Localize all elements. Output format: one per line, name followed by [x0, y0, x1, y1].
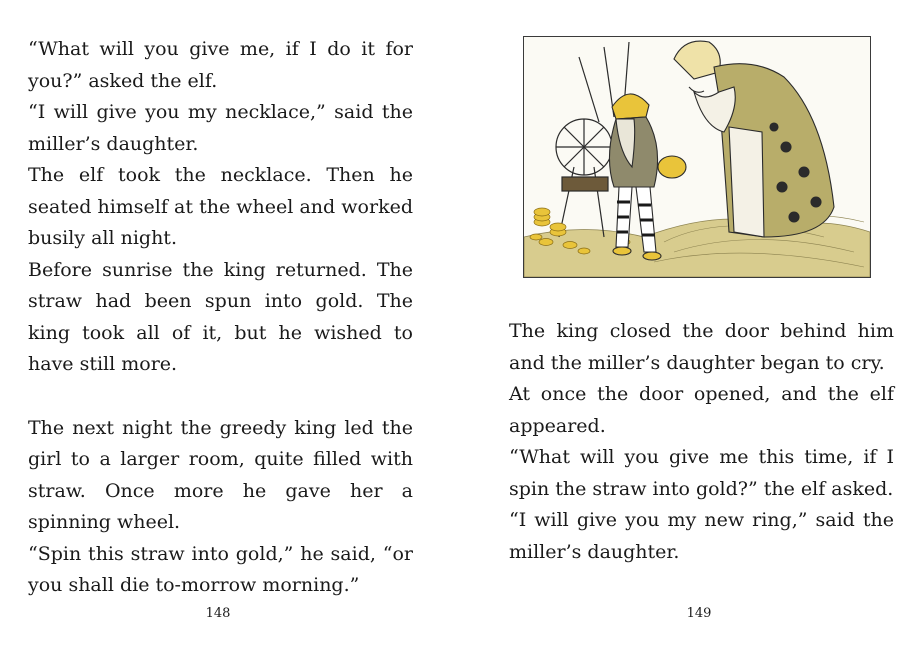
paragraph: The next night the greedy king led the girl to a larger room, quite filled with straw. Once more he gave her a spinning wheel. [28, 416, 413, 533]
paragraph: The elf took the necklace. Then he seated himself at the wheel and worked busily all night. [28, 164, 413, 249]
left-page-text [28, 34, 413, 602]
right-page-text [509, 316, 894, 568]
page-number: 149 [686, 606, 712, 621]
paragraph: “Spin this straw into gold,” he said, “or you shall die to-morrow morning.” [28, 542, 413, 596]
paragraph: The king closed the door behind him and the miller’s daughter began to cry. [509, 320, 894, 374]
paragraph: “I will give you my new ring,” said the miller’s daughter. [509, 509, 894, 563]
paragraph: “What will you give me this time, if I spin the straw into gold?” the elf asked. [509, 446, 894, 500]
paragraph: Before sunrise the king returned. The straw had been spun into gold. The king took all of it, but he wished to have still more. [28, 258, 413, 375]
section-break [28, 381, 413, 413]
paragraph: “I will give you my necklace,” said the miller’s daughter. [28, 101, 413, 155]
page-number: 148 [205, 606, 231, 621]
paragraph: At once the door opened, and the elf appeared. [509, 383, 894, 437]
elf-spinning-illustration [523, 36, 871, 278]
paragraph: “What will you give me, if I do it for you?” asked the elf. [28, 38, 413, 92]
right-page [453, 0, 906, 651]
